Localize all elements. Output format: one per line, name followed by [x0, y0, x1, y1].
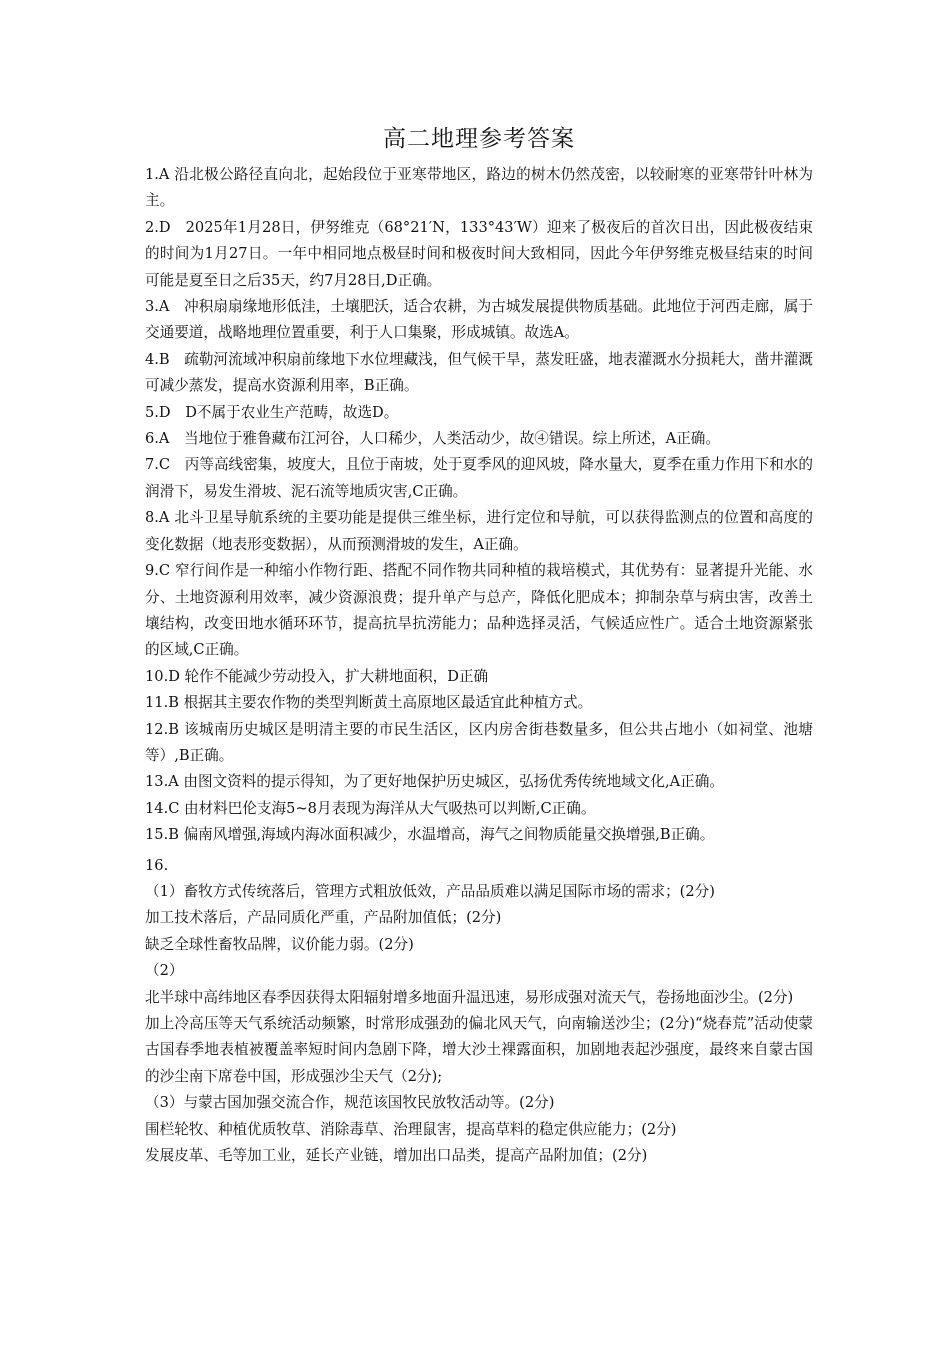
answer-line: （3）与蒙古国加强交流合作，规范该国牧民放牧活动等。(2分) — [145, 1094, 555, 1112]
document-title: 高二地理参考答案 — [383, 126, 575, 152]
answer-item: 5.D D不属于农业生产范畴，故选D。 — [145, 403, 399, 421]
answer-item: 13.A 由图文资料的提示得知，为了更好地保护历史城区，弘扬优秀传统地域文化,A正确。 — [145, 773, 724, 791]
answer-line: （2） — [145, 962, 184, 980]
answer-document — [145, 122, 813, 1169]
answer-item: 10.D 轮作不能减少劳动投入，扩大耕地面积，D正确 — [145, 667, 489, 685]
answer-item: 14.C 由材料巴伦支海5~8月表现为海洋从大气吸热可以判断,C正确。 — [145, 799, 596, 817]
answer-item: 9.C 窄行间作是一种缩小作物行距、搭配不同作物共同种植的栽培模式，其优势有：显著提升光能、水分、土地资源利用效率，减少资源浪费；提升单产与总产，降低化肥成本；抑制杂草与病虫害，改善土壤结构，改变田地水循环环节，提高抗旱抗涝能力；品种选择灵活，气候适应性广。适合土地资源紧张的区域,C正确。 — [145, 562, 813, 659]
answer-line: 围栏轮牧、种植优质牧草、消除毒草、治理鼠害，提高草料的稳定供应能力；(2分) — [145, 1120, 677, 1138]
answer-line: 发展皮革、毛等加工业，延长产业链，增加出口品类，提高产品附加值；(2分) — [145, 1147, 648, 1165]
answer-item: 6.A 当地位于雅鲁藏布江河谷，人口稀少，人类活动少，故④错误。综上所述，A正确。 — [145, 430, 720, 448]
answer-item: 1.A 沿北极公路径直向北，起始段位于亚寒带地区，路边的树木仍然茂密，以较耐寒的亚寒带针叶林为主。 — [145, 166, 813, 210]
answer-line: （1）畜牧方式传统落后，管理方式粗放低效，产品品质难以满足国际市场的需求；(2分) — [145, 882, 715, 900]
answer-item: 15.B 偏南风增强,海域内海冰面积减少，水温增高，海气之间物质能量交换增强,B正确。 — [145, 826, 715, 844]
answer-line: 加上冷高压等天气系统活动频繁，时常形成强劲的偏北风天气，向南输送沙尘；(2分)“烧春荒”活动使蒙古国春季地表植被覆盖率短时间内急剧下降，增大沙土裸露面积，加剧地表起沙强度，最终来自蒙古国的沙尘南下席卷中国，形成强沙尘天气（2分); — [145, 1015, 813, 1085]
answer-item: 4.B 疏勒河流域冲积扇前缘地下水位埋藏浅，但气候干旱，蒸发旺盛，地表灌溉水分损耗大，凿井灌溉可减少蒸发，提高水资源利用率，B正确。 — [145, 350, 813, 395]
answer-item: 7.C 丙等高线密集，坡度大，且位于南坡，处于夏季风的迎风坡，降水量大，夏季在重力作用下和水的润滑下，易发生滑坡、泥石流等地质灾害,C正确。 — [145, 456, 813, 500]
answer-item: 11.B 根据其主要农作物的类型判断黄土高原地区最适宜此种植方式。 — [145, 694, 593, 712]
answer-item: 3.A 冲积扇扇缘地形低洼，土壤肥沃，适合农耕，为古城发展提供物质基础。此地位于河西走廊，属于交通要道，战略地理位置重要，利于人口集聚，形成城镇。故选A。 — [145, 298, 813, 342]
question-16 — [145, 853, 813, 1170]
answer-item: 2.D 2025年1月28日，伊努维克（68°21′N，133°43′W）迎来了极夜后的首次日出，因此极夜结束的时间为1月27日。一年中相同地点极昼时间和极夜时间大致相同，因此今年伊努维克极昼结束的时间可能是夏至日之后35天，约7月28日,D正确。 — [145, 218, 813, 289]
answer-item: 12.B 该城南历史城区是明清主要的市民生活区，区内房舍街巷数量多，但公共占地小（如祠堂、池塘等）,B正确。 — [145, 720, 813, 764]
answer-line: 北半球中高纬地区春季因获得太阳辐射增多地面升温迅速，易形成强对流天气，卷扬地面沙尘。(2分) — [145, 988, 794, 1006]
choice-answers — [145, 162, 813, 849]
question-number: 16. — [145, 856, 169, 874]
answer-line: 缺乏全球性畜牧品牌，议价能力弱。(2分) — [145, 935, 414, 953]
answer-item: 8.A 北斗卫星导航系统的主要功能是提供三维坐标，进行定位和导航，可以获得监测点的位置和高度的变化数据（地表形变数据），从而预测滑坡的发生，A正确。 — [145, 509, 813, 553]
answer-line: 加工技术落后，产品同质化严重，产品附加值低；(2分) — [145, 909, 502, 927]
